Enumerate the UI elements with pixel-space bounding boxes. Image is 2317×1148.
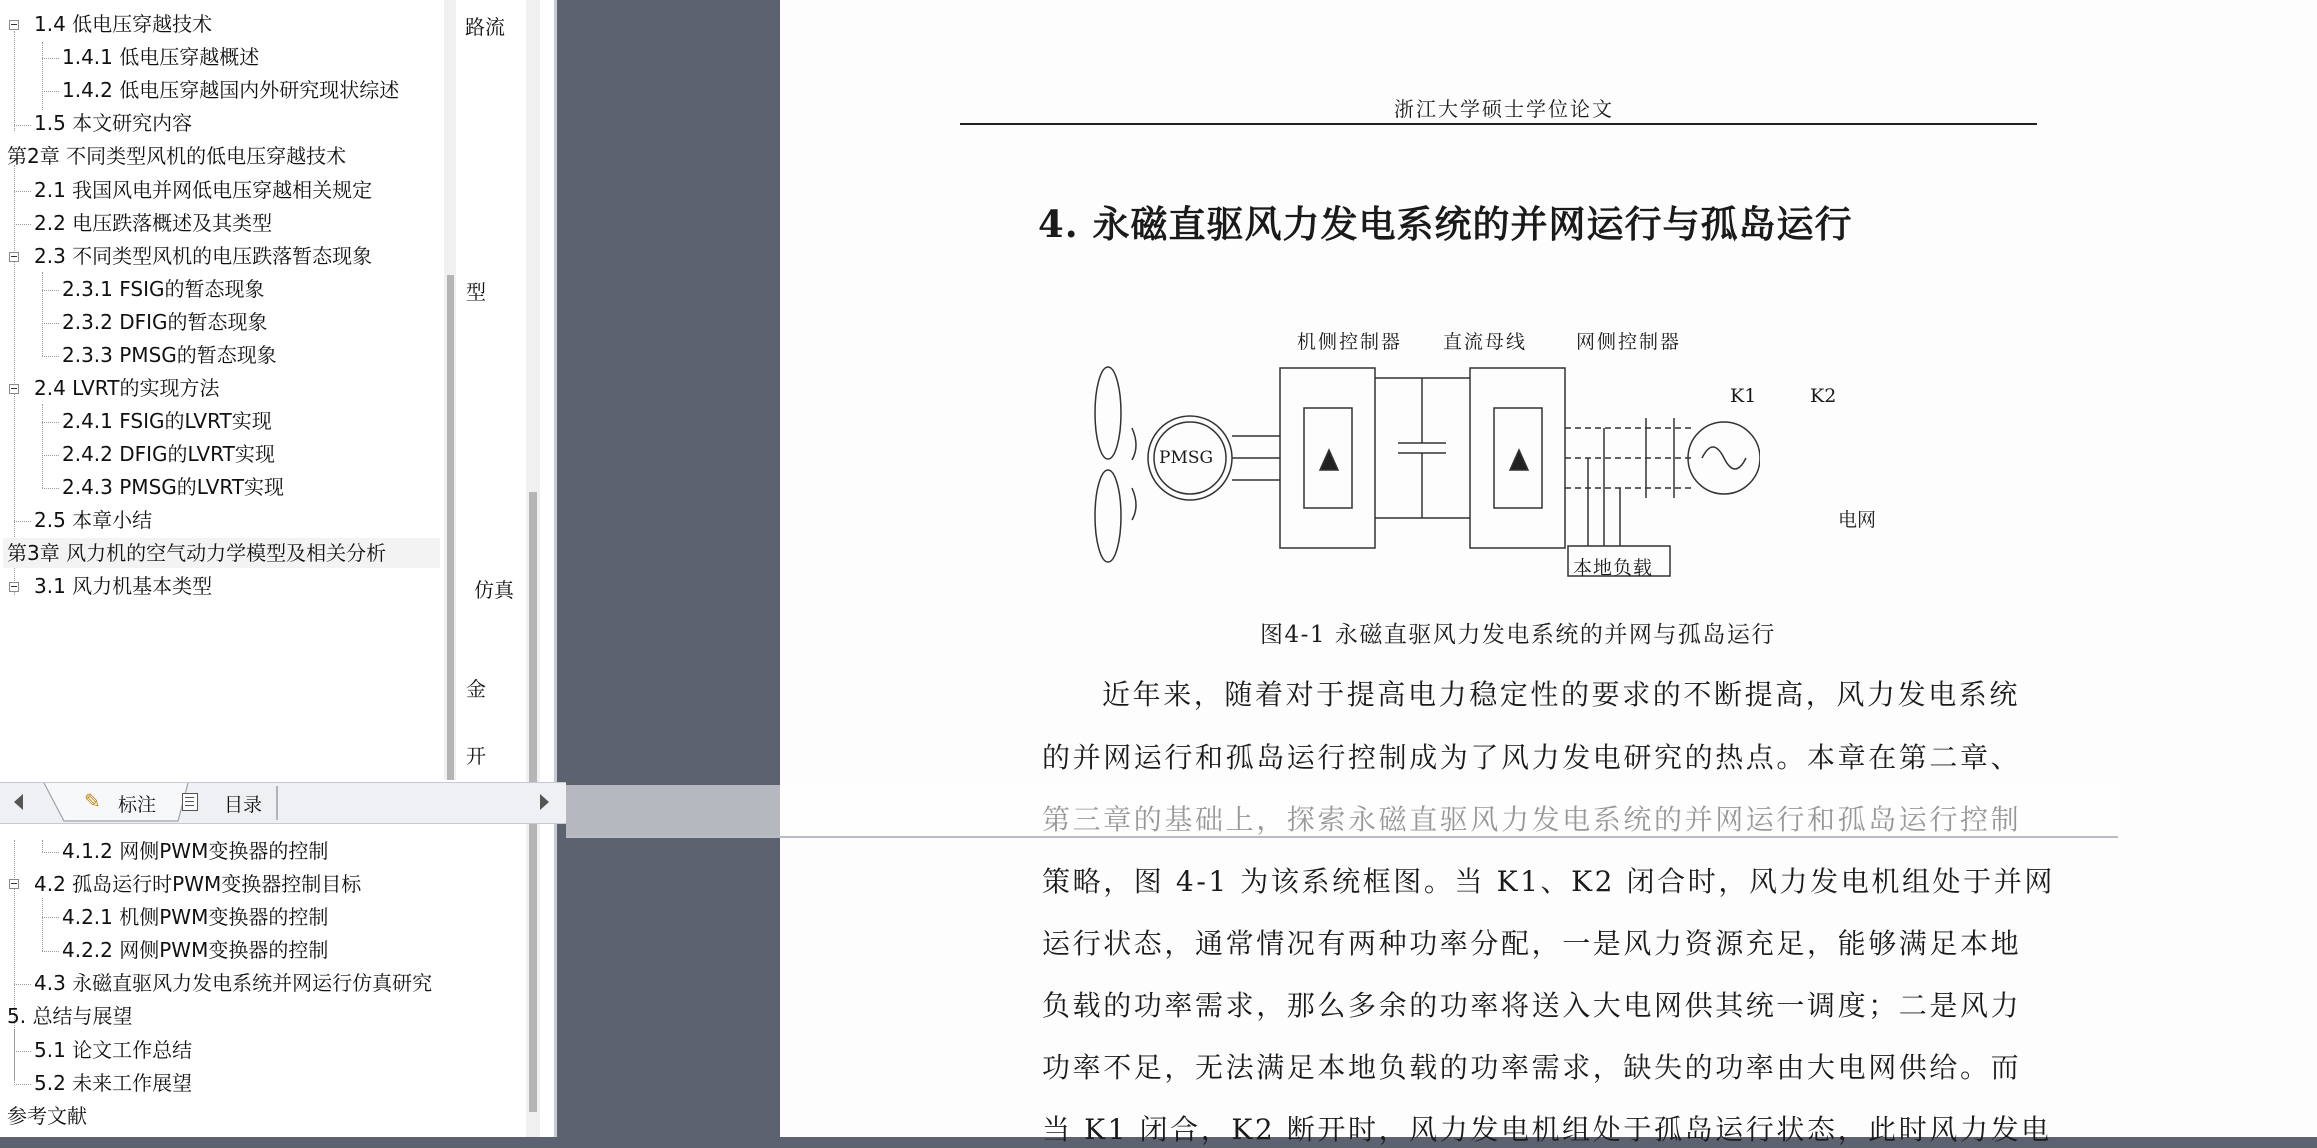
document-page <box>780 0 2317 1146</box>
tree-guide-line <box>42 917 59 918</box>
tree-guide-line <box>14 191 31 192</box>
bg-fragment: 金 <box>466 677 486 701</box>
toc-item[interactable]: 4.3 永磁直驱风力发电系统并网运行仿真研究 <box>34 971 433 995</box>
tab-toc-label[interactable]: 目录 <box>224 794 263 816</box>
panel-tab-strip <box>0 782 566 824</box>
toc-item[interactable]: 1.4 低电压穿越技术 <box>34 12 213 36</box>
tree-guide-line <box>14 1051 31 1052</box>
toc-item[interactable]: 5.1 论文工作总结 <box>34 1038 193 1062</box>
tree-collapse-icon[interactable] <box>9 252 19 262</box>
tree-guide-line <box>42 272 43 356</box>
tree-guide-line <box>14 1084 31 1085</box>
toc-item[interactable]: 2.2 电压跌落概述及其类型 <box>34 211 273 235</box>
tree-collapse-icon[interactable] <box>9 20 19 30</box>
tree-guide-line <box>42 852 59 853</box>
label-pmsg: PMSG <box>1159 448 1214 468</box>
label-k2: K2 <box>1810 385 1837 407</box>
toc-item[interactable]: 1.4.1 低电压穿越概述 <box>62 45 260 69</box>
tab-annotations[interactable] <box>40 783 190 823</box>
floating-panel-overlay <box>566 785 2118 838</box>
label-local-load: 本地负载 <box>1573 557 1654 579</box>
paragraph-line: 策略，图 4-1 为该系统框图。当 K1、K2 闭合时，风力发电机组处于并网 <box>1042 865 2055 898</box>
toc-tab-icon <box>182 793 198 811</box>
bg-fragment: 开 <box>466 744 486 768</box>
toc-item[interactable]: 4.2.1 机侧PWM变换器的控制 <box>62 905 329 929</box>
turbine-blade <box>1095 367 1121 459</box>
toc-item[interactable]: 2.3.3 PMSG的暂态现象 <box>62 343 277 367</box>
toc-item[interactable]: 2.4.1 FSIG的LVRT实现 <box>62 409 272 433</box>
label-dc-bus: 直流母线 <box>1443 331 1528 353</box>
tree-guide-line <box>14 31 15 131</box>
tree-guide-line <box>42 455 59 456</box>
label-grid: 电网 <box>1838 509 1877 531</box>
figure-caption: 图4-1 永磁直驱风力发电系统的并网与孤岛运行 <box>1260 622 1776 648</box>
label-grid-controller: 网侧控制器 <box>1576 331 1682 353</box>
paragraph-line: 功率不足，无法满足本地负载的功率需求，缺失的功率由大电网供给。而 <box>1042 1051 2022 1084</box>
tree-collapse-icon[interactable] <box>9 582 19 592</box>
toc-chapter-item[interactable]: 第2章 不同类型风机的低电压穿越技术 <box>7 144 347 168</box>
paragraph-line: 负载的功率需求，那么多余的功率将送入大电网供其统一调度；二是风力 <box>1042 989 2022 1022</box>
tree-guide-line <box>42 323 59 324</box>
paragraph-line: 的并网运行和孤岛运行控制成为了风力发电研究的热点。本章在第二章、 <box>1042 741 2022 774</box>
tree-guide-line <box>42 422 59 423</box>
tree-guide-line <box>42 951 59 952</box>
tab-scroll-right-icon[interactable] <box>540 794 549 810</box>
tree-guide-line <box>14 125 31 126</box>
toc-item[interactable]: 2.4.2 DFIG的LVRT实现 <box>62 442 275 466</box>
diode-icon <box>1320 450 1338 470</box>
toc-panel <box>0 0 557 1137</box>
label-k1: K1 <box>1730 385 1757 407</box>
tree-guide-line <box>42 840 43 852</box>
rotation-arrow-icon <box>1132 428 1136 460</box>
paragraph-line: 近年来，随着对于提高电力稳定性的要求的不断提高，风力发电系统 <box>1102 678 2021 711</box>
toc-chapter-item[interactable]: 参考文献 <box>7 1104 87 1128</box>
toc-item[interactable]: 2.3.2 DFIG的暂态现象 <box>62 310 268 334</box>
toc-item[interactable]: 2.4 LVRT的实现方法 <box>34 376 220 400</box>
running-header: 浙江大学硕士学位论文 <box>1394 97 1614 121</box>
toc-item[interactable]: 3.1 风力机基本类型 <box>34 574 213 598</box>
tree-guide-line <box>14 521 31 522</box>
tree-guide-line <box>14 984 31 985</box>
rotation-arrow-icon <box>1132 488 1136 520</box>
tree-guide-line <box>14 1030 15 1085</box>
toc-item[interactable]: 5.2 未来工作展望 <box>34 1071 193 1095</box>
tree-guide-line <box>42 898 43 951</box>
toc-item[interactable]: 4.2 孤岛运行时PWM变换器控制目标 <box>34 872 362 896</box>
tree-guide-line <box>14 224 31 225</box>
turbine-blade <box>1095 470 1121 562</box>
tree-guide-line <box>42 58 59 59</box>
toc-item[interactable]: 2.1 我国风电并网低电压穿越相关规定 <box>34 178 373 202</box>
viewer-background <box>557 0 780 1137</box>
tab-divider <box>276 786 278 820</box>
toc-item[interactable]: 2.5 本章小结 <box>34 508 153 532</box>
tree-guide-line <box>42 91 59 92</box>
toc-item[interactable]: 4.2.2 网侧PWM变换器的控制 <box>62 938 329 962</box>
toc-item[interactable]: 1.4.2 低电压穿越国内外研究现状综述 <box>62 78 400 102</box>
pencil-icon: ✎ <box>84 789 101 813</box>
tab-scroll-left-icon[interactable] <box>14 794 23 810</box>
toc-item[interactable]: 2.4.3 PMSG的LVRT实现 <box>62 475 285 499</box>
bg-fragment: 仿真 <box>474 578 514 602</box>
tree-guide-line <box>42 404 43 488</box>
paragraph-line: 运行状态，通常情况有两种功率分配，一是风力资源充足，能够满足本地 <box>1042 927 2022 960</box>
diode-icon <box>1510 450 1528 470</box>
tree-guide-line <box>42 356 59 357</box>
tree-guide-line <box>42 42 43 110</box>
toc-item[interactable]: 4.1.2 网侧PWM变换器的控制 <box>62 839 329 863</box>
toc-item[interactable]: 1.5 本文研究内容 <box>34 111 193 135</box>
bg-fragment: 路流 <box>465 15 505 39</box>
toc-chapter-item[interactable]: 5. 总结与展望 <box>7 1004 133 1028</box>
tree-guide-line <box>42 488 59 489</box>
toc-item[interactable]: 2.3 不同类型风机的电压跌落暂态现象 <box>34 244 373 268</box>
tree-guide-line <box>14 165 15 595</box>
tree-collapse-icon[interactable] <box>9 384 19 394</box>
toc-scrollbar-thumb[interactable] <box>447 275 454 780</box>
label-machine-controller: 机侧控制器 <box>1297 331 1403 353</box>
tree-guide-line <box>42 290 59 291</box>
toc-chapter-item-selected[interactable]: 第3章 风力机的空气动力学模型及相关分析 <box>3 538 440 568</box>
tree-collapse-icon[interactable] <box>9 879 19 889</box>
toc-item[interactable]: 2.3.1 FSIG的暂态现象 <box>62 277 265 301</box>
paragraph-line: 当 K1 闭合，K2 断开时，风力发电机组处于孤岛运行状态，此时风力发电 <box>1042 1113 2052 1146</box>
bg-fragment: 型 <box>466 280 486 304</box>
tab-annotations-label[interactable]: 标注 <box>118 794 157 816</box>
header-rule <box>960 123 2037 125</box>
chapter-title: 4. 永磁直驱风力发电系统的并网运行与孤岛运行 <box>1038 202 1853 246</box>
